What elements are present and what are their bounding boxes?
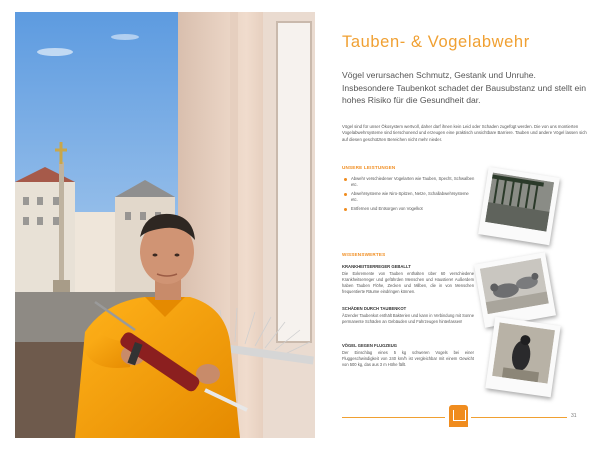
pigeon-closeup-image bbox=[492, 322, 555, 383]
topic-text: Die Exkremente von Tauben enthalten über 60 verschiedene Krankheitserreger und gefährden Menschen und Haustiere! Außerdem haben Tauben Flöhe, Zecken und Milben, die in von Menschen frequentierte Räume eindringen können. bbox=[342, 271, 474, 294]
bullet-icon bbox=[344, 208, 347, 211]
bullet-icon bbox=[344, 178, 347, 181]
topic-heading: VÖGEL GEGEN FLUGZEUG bbox=[342, 343, 398, 348]
lead-paragraph: Vögel verursachen Schmutz, Gestank und Unruhe. Insbesondere Taubenkot schadet der Bausubstanz und stellt ein hohes Risiko für die Gesundheit dar. bbox=[342, 70, 586, 106]
list-item bbox=[344, 176, 476, 188]
footer-divider-left bbox=[342, 417, 445, 418]
list-item bbox=[344, 191, 476, 203]
service-text: Entfernen und Entsorgen von Vogelkot bbox=[351, 206, 423, 211]
topic-text: Ätzender Taubenkot enthält Bakterien und kann in Verbindung mit Sonne permanente Schäden an Gebäuden und Fahrzeugen hinterlassen! bbox=[342, 313, 474, 324]
knowledge-topic bbox=[342, 264, 474, 295]
service-text: Abwehrsysteme wie Niro-Spitzen, Netze, Schallabwehrsysteme etc. bbox=[351, 191, 469, 203]
bullet-icon bbox=[344, 193, 347, 196]
footer-divider-right bbox=[471, 417, 567, 418]
service-text: Abwehr verschiedener Vogelarten wie Tauben, Specht, Schwalben etc. bbox=[351, 176, 475, 188]
topic-heading: SCHÄDEN DURCH TAUBENKOT bbox=[342, 306, 407, 311]
services-list bbox=[344, 176, 476, 215]
railing-spikes-image bbox=[485, 173, 554, 232]
topic-heading: KRANKHEITSERREGER GEBALLT bbox=[342, 264, 411, 269]
polaroid-pigeons bbox=[474, 252, 556, 328]
knowledge-topic bbox=[342, 343, 474, 368]
page-title: Tauben- & Vogelabwehr bbox=[342, 33, 530, 51]
text-page bbox=[340, 0, 592, 450]
knowledge-topic bbox=[342, 306, 474, 325]
topic-text: Der Einschlag eines 5 kg schweren Vogels bei einer Fluggeschwindigkeit von 240 km/h ist vergleichbar mit einem Gewicht von 500 kg, das aus 3 m Höhe fällt. bbox=[342, 350, 474, 367]
intro-paragraph: Vögel sind für unser Ökosystem wertvoll, daher darf ihnen kein Leid oder Schaden zugefügt werden. Die von uns montierten Vogelabwehrsysteme sind tierschonend und erzeugen eine praktisch unsichtbare Barriere. Tauben und andere Vögel lassen sich auf diesen geschützten Bereichen nicht mehr nieder. bbox=[342, 124, 587, 142]
polaroid-pigeon-closeup bbox=[485, 317, 560, 397]
list-item bbox=[344, 206, 476, 212]
worker-photo-illustration bbox=[15, 12, 315, 438]
pigeons-image bbox=[480, 258, 549, 314]
page-number: 31 bbox=[571, 413, 577, 419]
cover-photo bbox=[15, 12, 315, 438]
polaroid-railing-spikes bbox=[478, 167, 560, 245]
knowledge-heading: WISSENSWERTES bbox=[342, 252, 386, 257]
house-logo-icon bbox=[449, 405, 468, 427]
services-heading: UNSERE LEISTUNGEN bbox=[342, 165, 396, 170]
